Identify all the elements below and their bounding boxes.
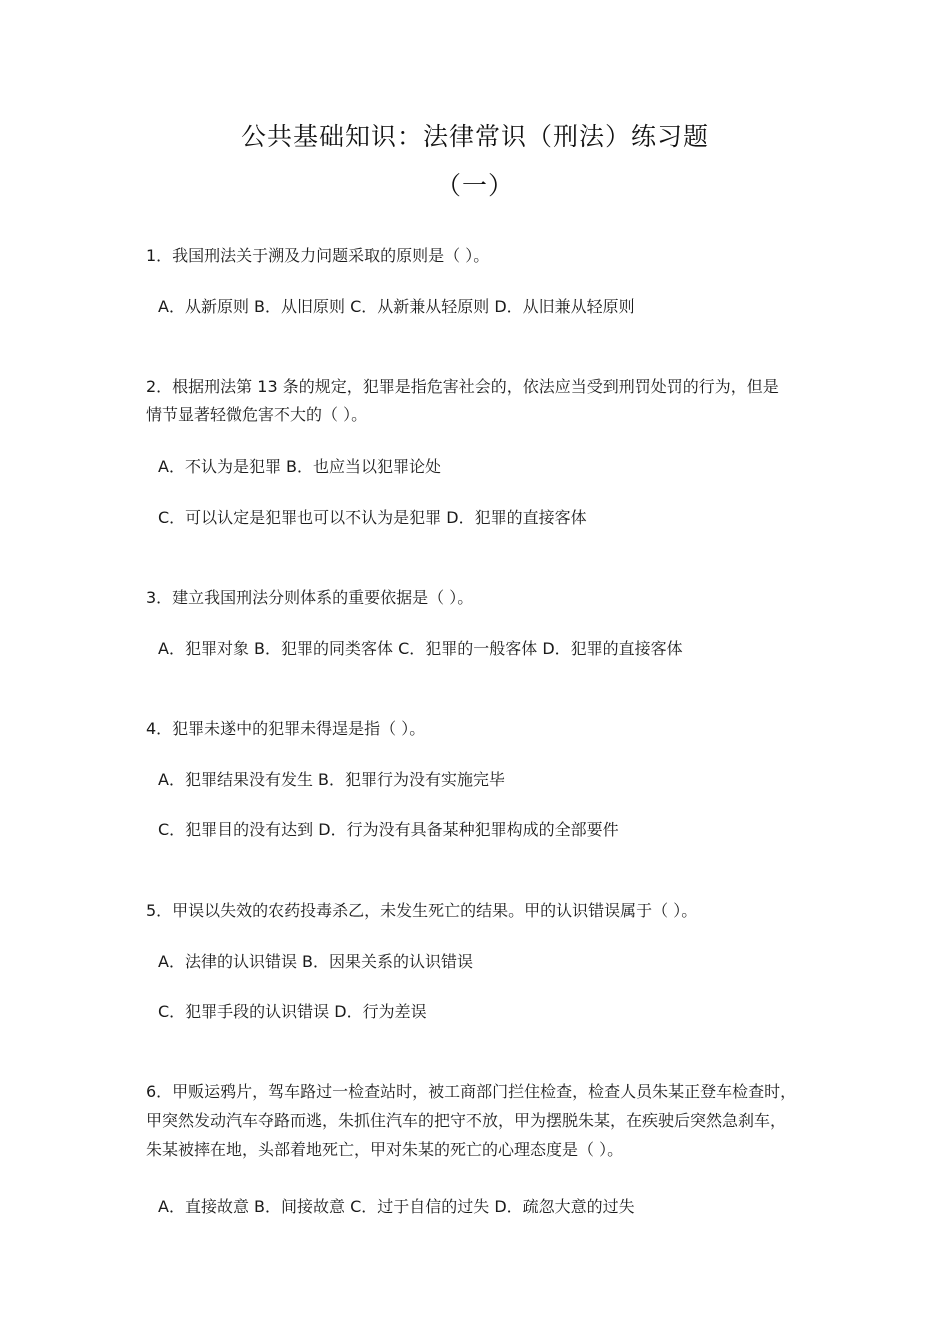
question-4-text: 4．犯罪未遂中的犯罪未得逞是指（ ）。: [146, 719, 426, 738]
document-subtitle: （一）: [435, 171, 514, 200]
question-2-text-cont: 情节显著轻微危害不大的（ ）。: [146, 405, 368, 424]
question-5-options-cd: C．犯罪手段的认识错误 D．行为差误: [158, 1002, 427, 1021]
question-5-text: 5．甲误以失效的农药投毒杀乙，未发生死亡的结果。甲的认识错误属于（ ）。: [146, 901, 698, 920]
question-2-options-cd: C．可以认定是犯罪也可以不认为是犯罪 D．犯罪的直接客体: [158, 508, 587, 527]
question-5-options-ab: A．法律的认识错误 B．因果关系的认识错误: [158, 952, 474, 971]
question-6-text: 6．甲贩运鸦片，驾车路过一检查站时，被工商部门拦住检查，检查人员朱某正登车检查时，: [146, 1082, 797, 1101]
question-3-options: A．犯罪对象 B．犯罪的同类客体 C．犯罪的一般客体 D．犯罪的直接客体: [158, 639, 683, 658]
question-6-options: A．直接故意 B．间接故意 C．过于自信的过失 D．疏忽大意的过失: [158, 1197, 635, 1216]
question-2-text: 2．根据刑法第 13 条的规定，犯罪是指危害社会的，依法应当受到刑罚处罚的行为，但是: [146, 377, 779, 396]
question-6-text-cont-2: 朱某被摔在地，头部着地死亡，甲对朱某的死亡的心理态度是（ ）。: [146, 1140, 624, 1159]
question-4-options-cd: C．犯罪目的没有达到 D．行为没有具备某种犯罪构成的全部要件: [158, 820, 619, 839]
question-1-text: 1．我国刑法关于溯及力问题采取的原则是（ ）。: [146, 246, 490, 265]
question-3-text: 3．建立我国刑法分则体系的重要依据是（ ）。: [146, 588, 474, 607]
question-4-options-ab: A．犯罪结果没有发生 B．犯罪行为没有实施完毕: [158, 770, 506, 789]
question-6-text-cont-1: 甲突然发动汽车夺路而逃，朱抓住汽车的把守不放，甲为摆脱朱某，在疾驶后突然急刹车，: [146, 1111, 787, 1130]
question-2-options-ab: A．不认为是犯罪 B．也应当以犯罪论处: [158, 457, 442, 476]
document-title: 公共基础知识：法律常识（刑法）练习题: [240, 122, 709, 151]
question-1-options: A．从新原则 B．从旧原则 C．从新兼从轻原则 D．从旧兼从轻原则: [158, 297, 635, 316]
